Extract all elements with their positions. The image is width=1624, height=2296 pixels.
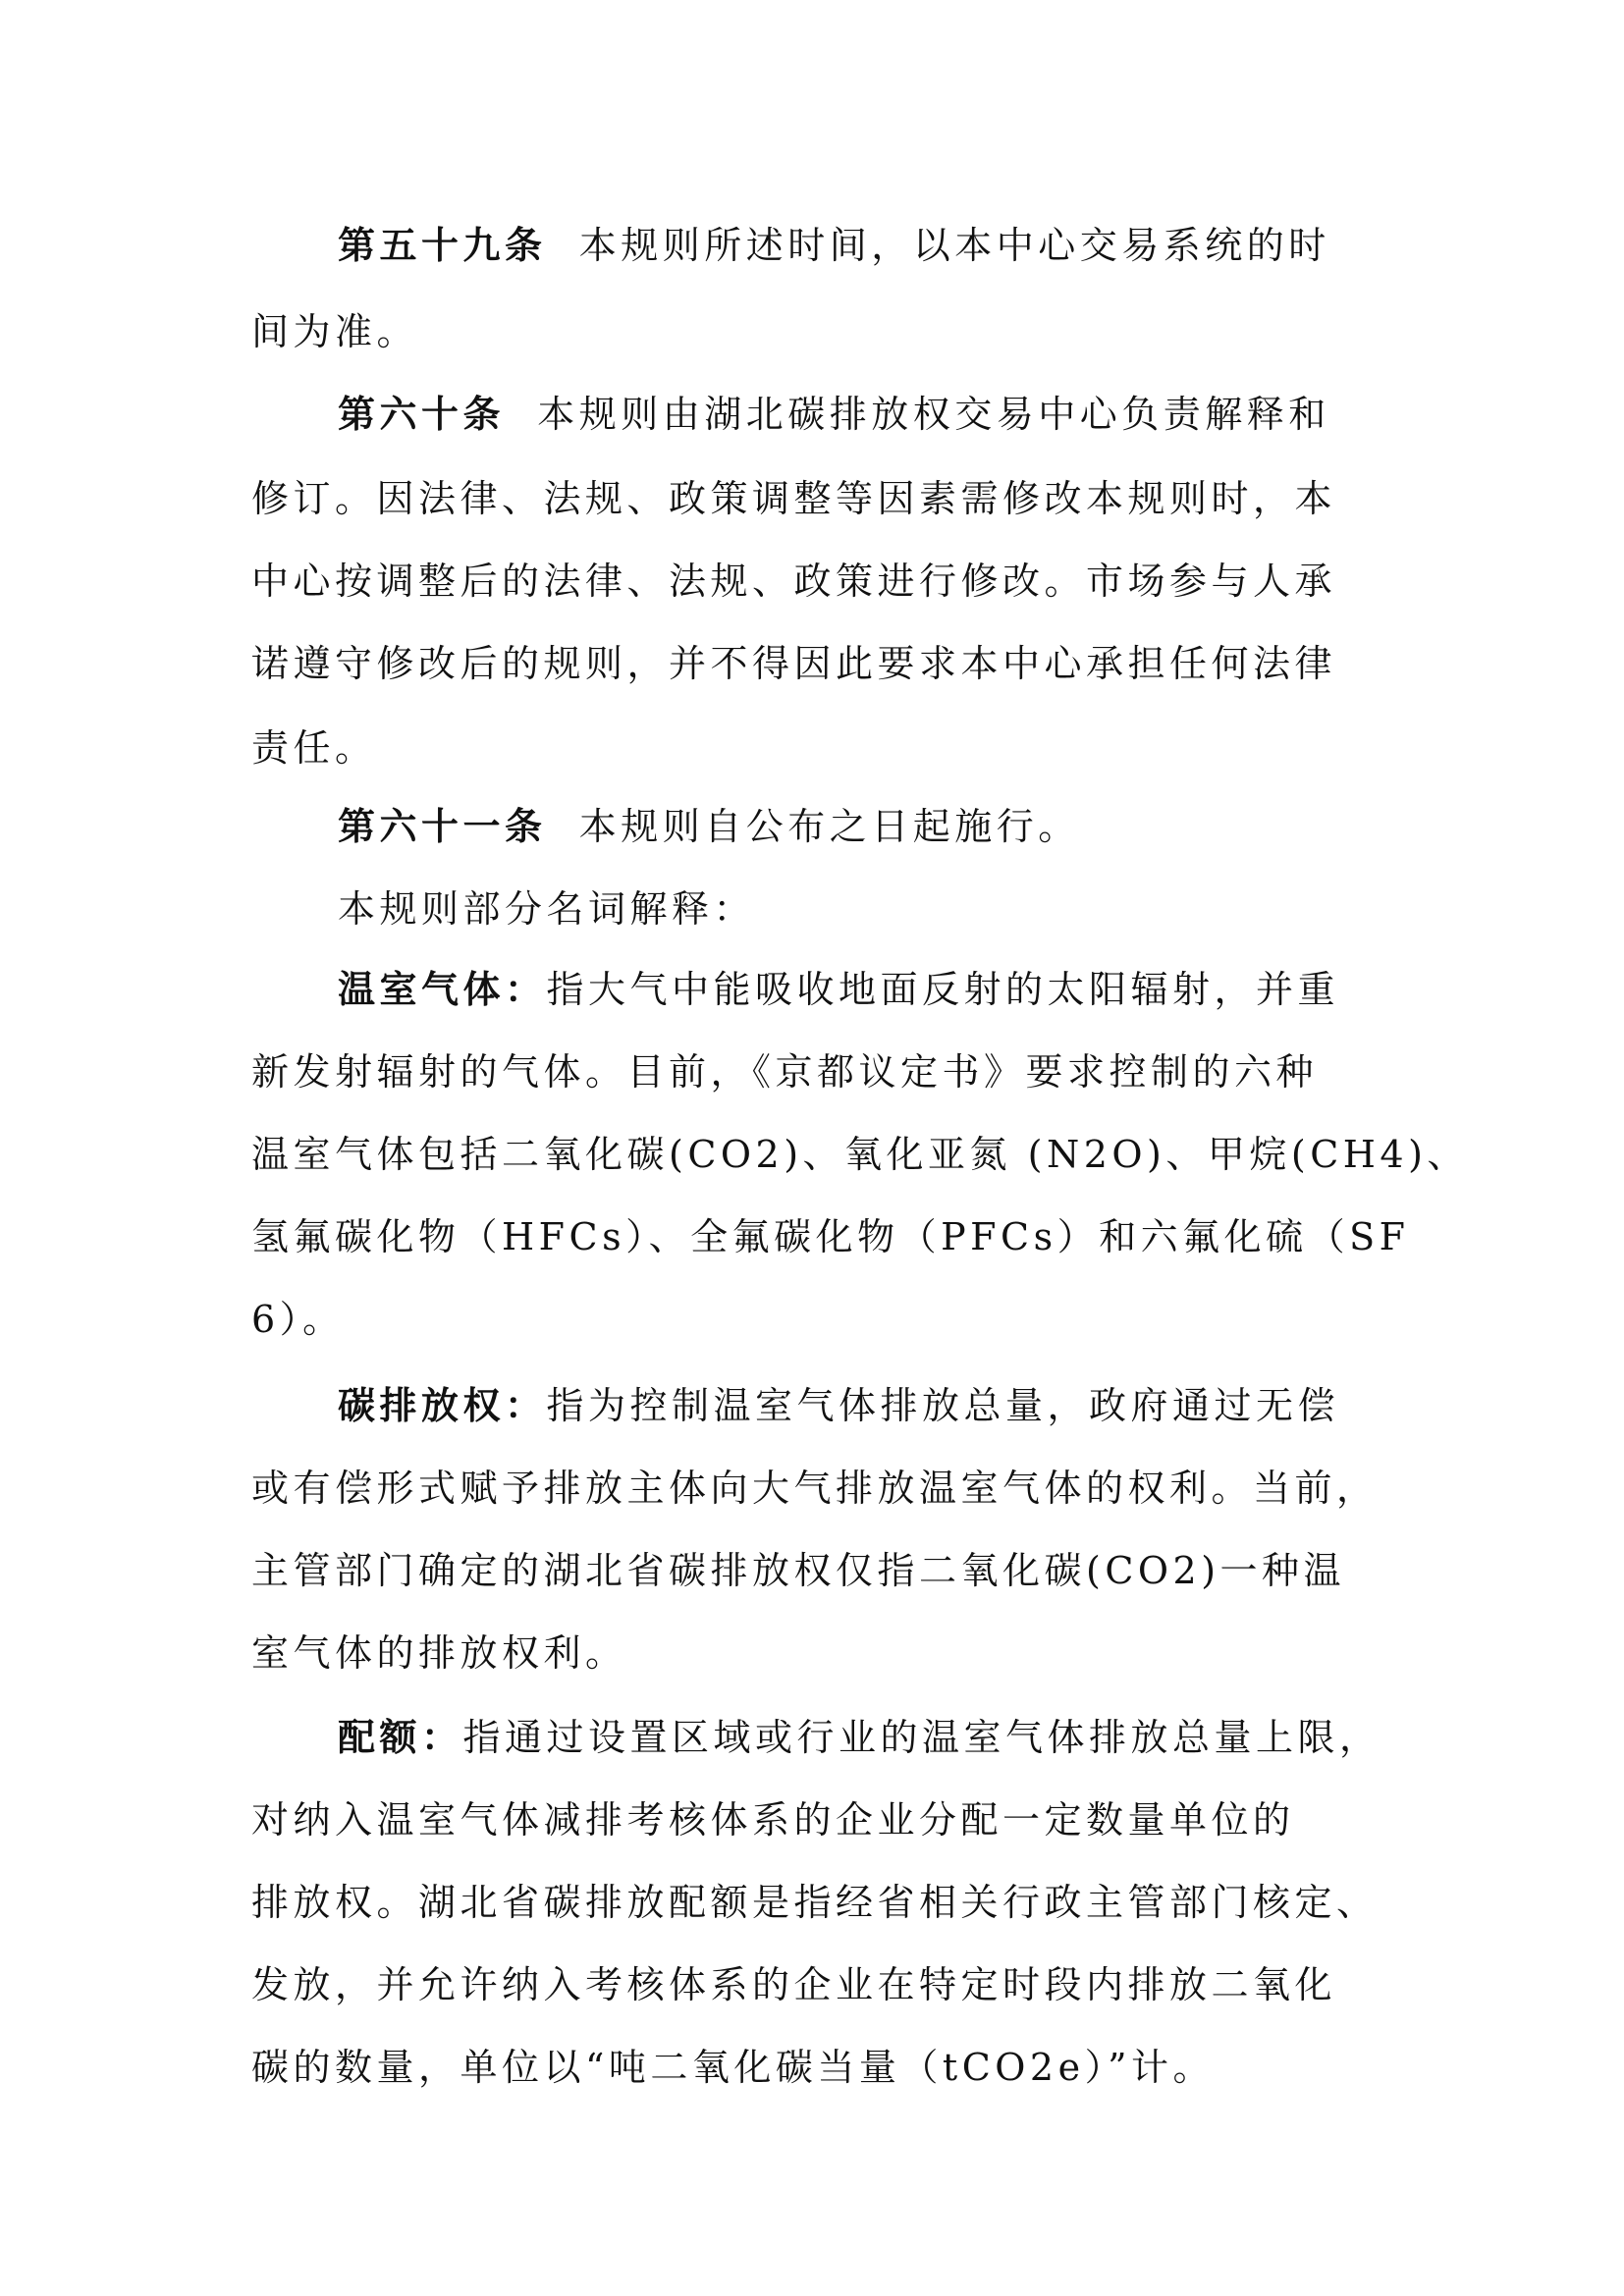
cer-term: 碳排放权： xyxy=(338,1383,547,1427)
ghg-text: 指大气中能吸收地面反射的太阳辐射，并重 xyxy=(546,968,1340,1011)
quota-text: 指通过设置区域或行业的温室气体排放总量上限， xyxy=(462,1716,1381,1759)
quota-term: 配额： xyxy=(338,1715,463,1759)
quota-line-1 xyxy=(338,1716,1381,1759)
article-60-line-3: 中心按调整后的法律、法规、政策进行修改。市场参与人承 xyxy=(251,560,1337,603)
article-61-title: 第六十一条 xyxy=(338,804,547,848)
ghg-line-2: 新发射辐射的气体。目前，《京都议定书》要求控制的六种 xyxy=(251,1050,1319,1094)
cer-text: 指为控制温室气体排放总量，政府通过无偿 xyxy=(546,1384,1340,1427)
ghg-line-4: 氢氟碳化物（HFCs）、全氟碳化物（PFCs）和六氟化硫（SF xyxy=(251,1215,1410,1258)
article-59-text: 本规则所述时间，以本中心交易系统的时 xyxy=(578,224,1330,267)
article-60-text: 本规则由湖北碳排放权交易中心负责解释和 xyxy=(537,393,1330,436)
quota-line-3: 排放权。湖北省碳排放配额是指经省相关行政主管部门核定、 xyxy=(251,1881,1379,1924)
quota-line-2: 对纳入温室气体减排考核体系的企业分配一定数量单位的 xyxy=(251,1798,1295,1842)
article-61-text: 本规则自公布之日起施行。 xyxy=(578,805,1080,848)
ghg-term: 温室气体： xyxy=(338,967,547,1011)
article-60-line-1 xyxy=(338,393,1330,436)
ghg-line-3: 温室气体包括二氧化碳(CO2)、氧化亚氮 (N2O)、甲烷(CH4)、 xyxy=(251,1133,1469,1176)
cer-line-3: 主管部门确定的湖北省碳排放权仅指二氧化碳(CO2)一种温 xyxy=(251,1549,1346,1592)
ghg-line-1 xyxy=(338,968,1339,1011)
cer-line-4: 室气体的排放权利。 xyxy=(251,1631,627,1675)
quota-line-4: 发放，并允许纳入考核体系的企业在特定时段内排放二氧化 xyxy=(251,1963,1337,2006)
article-60-line-2: 修订。因法律、法规、政策调整等因素需修改本规则时，本 xyxy=(251,477,1337,520)
quota-line-5: 碳的数量，单位以“吨二氧化碳当量（tCO2e）”计。 xyxy=(251,2046,1216,2089)
article-60-line-4: 诺遵守修改后的规则，并不得因此要求本中心承担任何法律 xyxy=(251,642,1337,685)
article-59-line-1 xyxy=(338,224,1330,267)
glossary-intro: 本规则部分名词解释： xyxy=(338,887,756,931)
cer-line-2: 或有偿形式赋予排放主体向大气排放温室气体的权利。当前， xyxy=(251,1467,1379,1510)
ghg-line-5: 6）。 xyxy=(251,1298,345,1341)
article-61-line-1 xyxy=(338,805,1080,848)
article-60-line-5: 责任。 xyxy=(251,726,377,770)
cer-line-1 xyxy=(338,1384,1339,1427)
article-59-line-2: 间为准。 xyxy=(251,310,419,353)
article-60-title: 第六十条 xyxy=(338,392,506,436)
article-59-title: 第五十九条 xyxy=(338,223,547,267)
